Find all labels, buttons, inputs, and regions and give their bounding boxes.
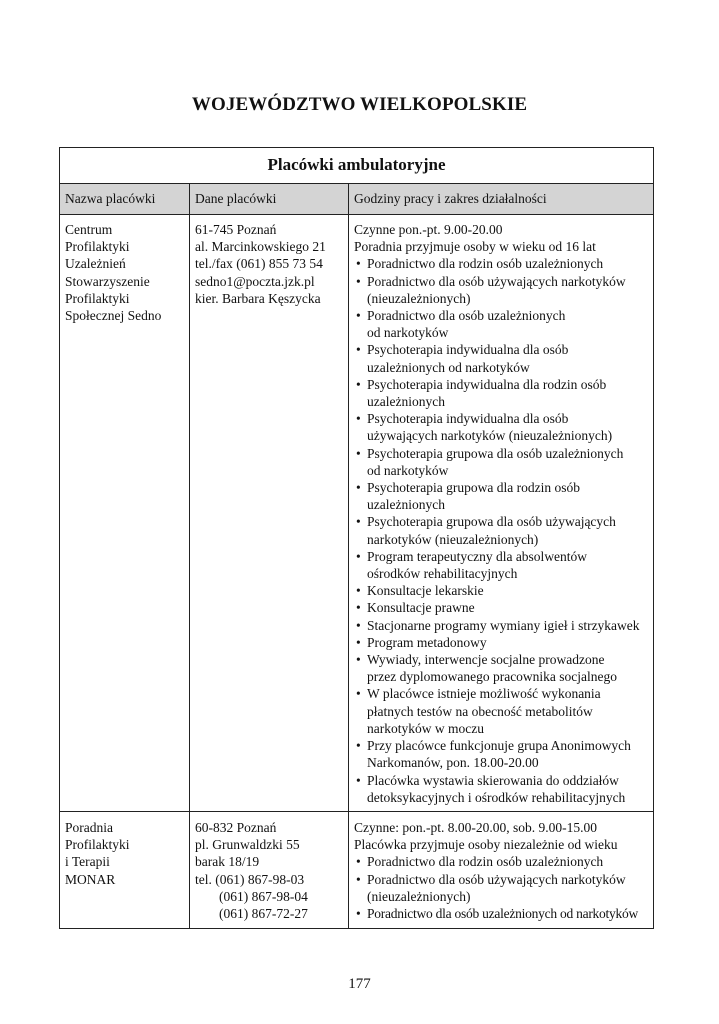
text-line: Centrum [65, 222, 113, 237]
activity-item: • Psychoterapia indywidualna dla rodzin osób uzależnionych [354, 376, 640, 410]
address-unit: barak 18/19 [195, 854, 260, 870]
activity-item: • Psychoterapia indywidualna dla osób używających narkotyków (nieuzależnionych) [354, 410, 640, 444]
text-line: Profilaktyki [65, 290, 130, 306]
text-line: Profilaktyki [65, 837, 130, 853]
activity-item: • Konsultacje lekarskie [354, 582, 640, 599]
activity-item: • Wywiady, interwencje socjalne prowadzone przez dyplomowanego pracownika socjalnego [354, 651, 640, 685]
text-line: Poradnia [65, 820, 113, 835]
page-number: 177 [348, 976, 371, 992]
activities-list [354, 255, 640, 806]
page-title: WOJEWÓDZTWO WIELKOPOLSKIE [191, 94, 528, 115]
activity-item: • Program metadonowy [354, 634, 640, 651]
phone-fax: tel./fax (061) 855 73 54 [195, 256, 323, 272]
activity-item: • Psychoterapia grupowa dla osób używających narkotyków (nieuzależnionych) [354, 513, 640, 547]
opening-hours: Czynne pon.-pt. 9.00-20.00 [354, 222, 503, 237]
activity-item: • Psychoterapia grupowa dla osób uzależnionych od narkotyków [354, 445, 640, 479]
activities-list [354, 853, 638, 922]
address-postal: 60-832 Poznań [195, 820, 277, 835]
text-line: Stowarzyszenie [65, 273, 150, 289]
column-header-name: Nazwa placówki [65, 191, 156, 206]
address-street: al. Marcinkowskiego 21 [195, 239, 326, 255]
activity-item: • Psychoterapia grupowa dla rodzin osób uzależnionych [354, 479, 640, 513]
activity-item: • Program terapeutyczny dla absolwentów ośrodków rehabilitacyjnych [354, 548, 640, 582]
text-line: i Terapii [65, 854, 110, 870]
activity-item: • Psychoterapia indywidualna dla osób uzależnionych od narkotyków [354, 341, 640, 375]
activity-item: • Konsultacje prawne [354, 599, 640, 616]
activity-item: • Poradnictwo dla rodzin osób uzależnionych [354, 853, 638, 870]
activity-item: • Placówka wystawia skierowania do oddziałów detoksykacyjnych i ośrodków rehabilitacyjnych [354, 772, 640, 806]
admission-info: Poradnia przyjmuje osoby w wieku od 16 lat [354, 239, 596, 255]
activity-item: • Poradnictwo dla osób używających narkotyków (nieuzależnionych) [354, 273, 640, 307]
phone: tel. (061) 867-98-03 [195, 871, 305, 887]
column-header-details: Dane placówki [195, 191, 277, 206]
table-header-row [60, 184, 653, 215]
row2-name-cell [65, 819, 130, 888]
activity-item: • Poradnictwo dla rodzin osób uzależnionych [354, 255, 640, 272]
activity-item: • Poradnictwo dla osób uzależnionych od narkotyków [354, 307, 640, 341]
row-divider [60, 811, 653, 812]
admission-info: Placówka przyjmuje osoby niezależnie od wieku [354, 837, 618, 853]
row1-details-cell [195, 221, 326, 307]
table-title: Placówki ambulatoryjne [60, 148, 653, 184]
activity-item: • Poradnictwo dla osób uzależnionych od narkotyków [354, 905, 638, 922]
column-divider [189, 184, 190, 928]
email: sedno1@poczta.jzk.pl [195, 273, 315, 289]
text-line: Profilaktyki [65, 239, 130, 255]
activity-item: • Przy placówce funkcjonuje grupa Anonimowych Narkomanów, pon. 18.00-20.00 [354, 737, 640, 771]
row2-details-cell [195, 819, 308, 922]
phone: (061) 867-72-27 [219, 906, 308, 922]
address-street: pl. Grunwaldzki 55 [195, 837, 300, 853]
column-divider [348, 184, 349, 928]
text-line: Uzależnień [65, 256, 126, 272]
column-header-hours: Godziny pracy i zakres działalności [354, 191, 547, 206]
text-line: Społecznej Sedno [65, 308, 162, 324]
activity-item: • Poradnictwo dla osób używających narkotyków (nieuzależnionych) [354, 871, 638, 905]
address-postal: 61-745 Poznań [195, 222, 277, 237]
row2-hours-cell [354, 819, 638, 922]
opening-hours: Czynne: pon.-pt. 8.00-20.00, sob. 9.00-15.00 [354, 820, 597, 835]
facilities-table [59, 147, 654, 929]
manager: kier. Barbara Kęszycka [195, 290, 321, 306]
row1-name-cell [65, 221, 161, 324]
phone: (061) 867-98-04 [219, 888, 308, 904]
row1-hours-cell [354, 221, 640, 806]
text-line: MONAR [65, 871, 116, 887]
activity-item: • W placówce istnieje możliwość wykonania płatnych testów na obecność metabolitów narkotyków w moczu [354, 685, 640, 737]
activity-item: • Stacjonarne programy wymiany igieł i strzykawek [354, 617, 640, 634]
